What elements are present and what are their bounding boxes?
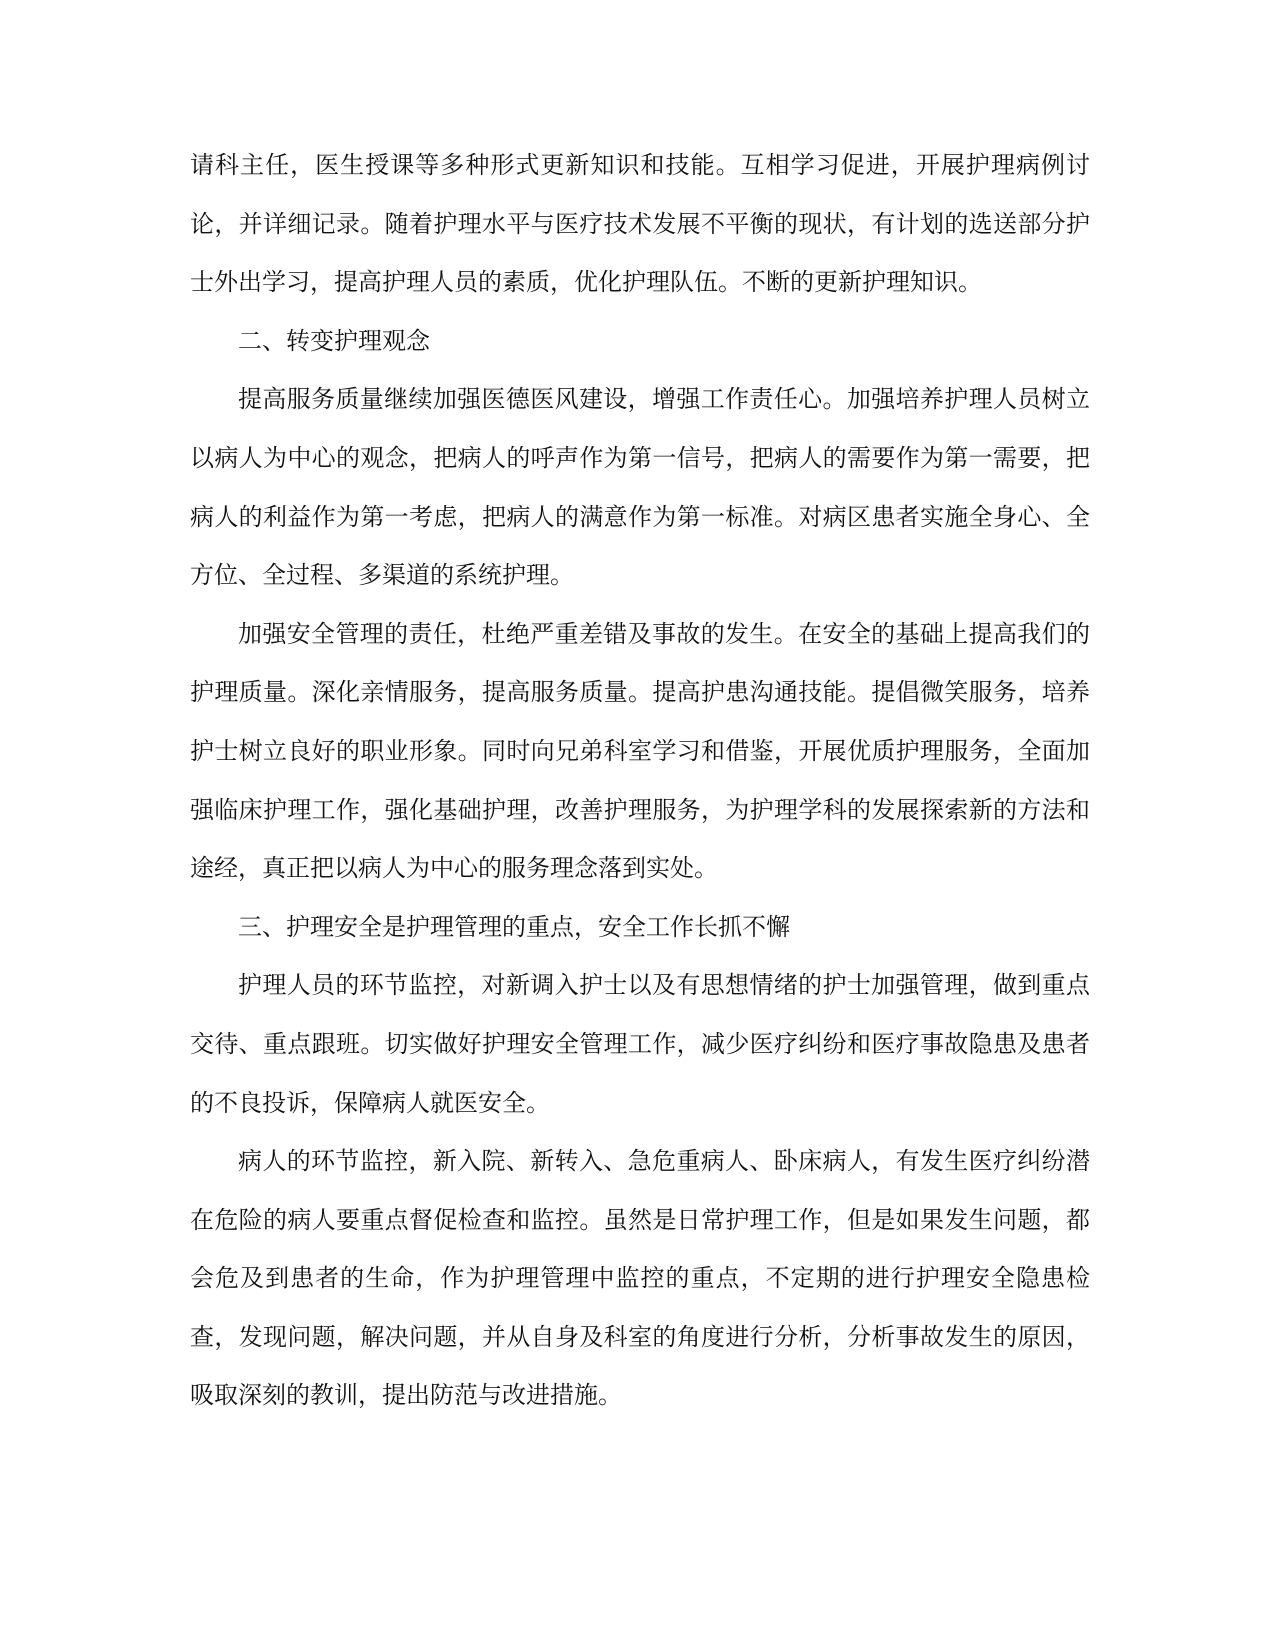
- paragraph-safety-management: 加强安全管理的责任，杜绝严重差错及事故的发生。在安全的基础上提高我们的护理质量。深化亲情服务，提高服务质量。提高护患沟通技能。提倡微笑服务，培养护士树立良好的职业形象。同时向兄弟科室学习和借鉴，开展优质护理服务，全面加强临床护理工作，强化基础护理，改善护理服务，为护理学科的发展探索新的方法和途经，真正把以病人为中心的服务理念落到实处。: [190, 619, 1090, 883]
- section-heading-2: 二、转变护理观念: [238, 326, 430, 355]
- paragraph-staff-monitoring: 护理人员的环节监控，对新调入护士以及有思想情绪的护士加强管理，做到重点交待、重点跟班。切实做好护理安全管理工作，减少医疗纠纷和医疗事故隐患及患者的不良投诉，保障病人就医安全。: [190, 971, 1090, 1117]
- paragraph-intro: 请科主任，医生授课等多种形式更新知识和技能。互相学习促进，开展护理病例讨论，并详细记录。随着护理水平与医疗技术发展不平衡的现状，有计划的选送部分护士外出学习，提高护理人员的素质，优化护理队伍。不断的更新护理知识。: [190, 151, 1090, 297]
- document-body: [190, 136, 1090, 1425]
- paragraph-service-quality: 提高服务质量继续加强医德医风建设，增强工作责任心。加强培养护理人员树立以病人为中心的观念，把病人的呼声作为第一信号，把病人的需要作为第一需要，把病人的利益作为第一考虑，把病人的满意作为第一标准。对病区患者实施全身心、全方位、全过程、多渠道的系统护理。: [190, 385, 1090, 590]
- paragraph-patient-monitoring: 病人的环节监控，新入院、新转入、急危重病人、卧床病人，有发生医疗纠纷潜在危险的病人要重点督促检查和监控。虽然是日常护理工作，但是如果发生问题，都会危及到患者的生命，作为护理管理中监控的重点，不定期的进行护理安全隐患检查，发现问题，解决问题，并从自身及科室的角度进行分析，分析事故发生的原因，吸取深刻的教训，提出防范与改进措施。: [190, 1147, 1090, 1410]
- section-heading-3: 三、护理安全是护理管理的重点，安全工作长抓不懈: [238, 912, 790, 941]
